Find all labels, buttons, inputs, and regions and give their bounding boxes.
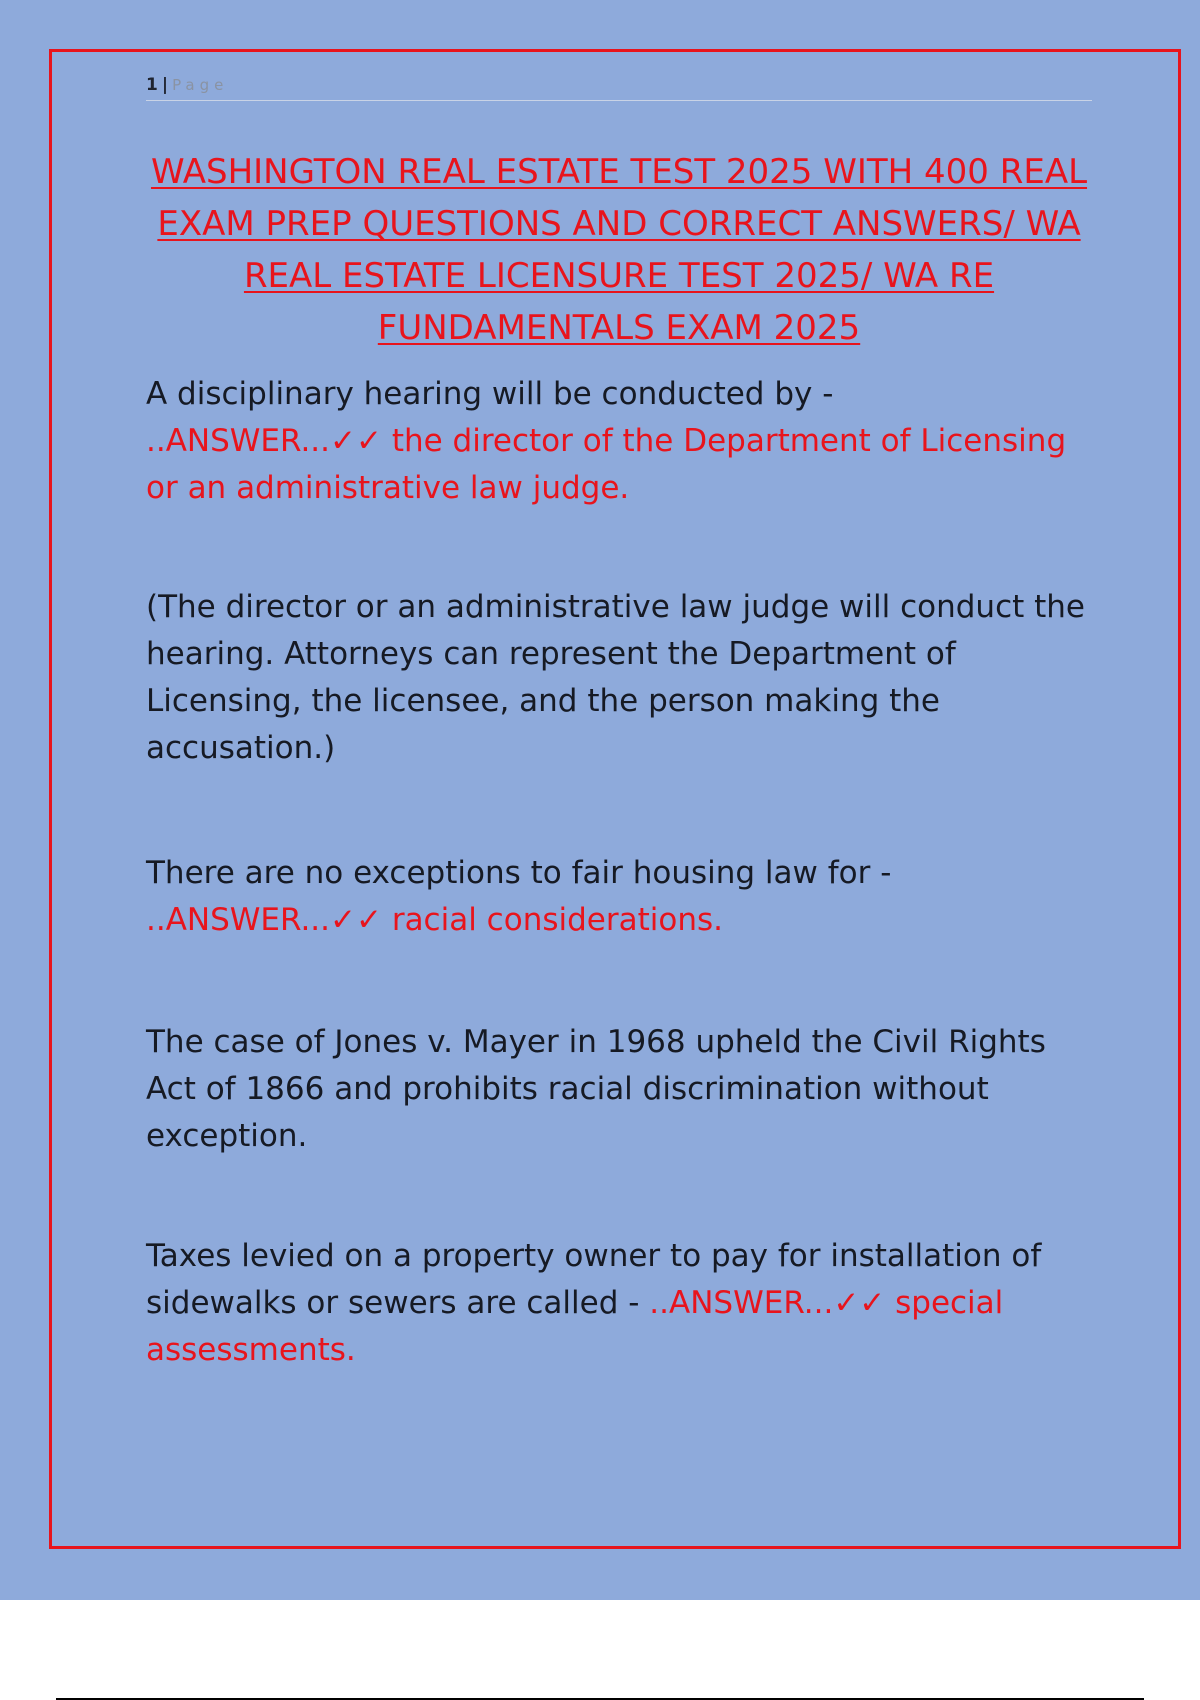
page-label: Page [172,76,229,94]
answer-text: ..ANSWER...✓✓ racial considerations. [146,902,723,938]
document-body [146,371,1092,1374]
question-1 [146,371,1092,512]
question-text: There are no exceptions to fair housing law for - [146,855,892,891]
question-text: A disciplinary hearing will be conducted by - [146,376,834,412]
document-title: WASHINGTON REAL ESTATE TEST 2025 WITH 400 REAL EXAM PREP QUESTIONS AND CORRECT ANSWERS/ WA REAL ESTATE LICENSURE TEST 2025/ WA RE FUNDAMENTALS EXAM 2025 [150,152,1088,348]
question-3 [146,1233,1092,1374]
page-number: 1 [146,75,158,95]
question-text: Taxes levied on a property owner to pay for installation of sidewalks or sewers are called - [146,1238,1042,1321]
answer-text: ..ANSWER...✓✓ the director of the Department of Licensing or an administrative law judge. [146,423,1067,506]
explanation-1: (The director or an administrative law judge will conduct the hearing. Attorneys can represent the Department of Licensing, the licensee, and the person making the accusation.) [146,589,1086,766]
answer-text: ..ANSWER...✓✓ special assessments. [146,1285,1004,1368]
explanation-2: The case of Jones v. Mayer in 1968 upheld the Civil Rights Act of 1866 and prohibits racial discrimination without exception. [146,1024,1046,1154]
question-2 [146,850,1092,944]
page-header [146,70,1092,101]
page-separator: | [161,75,169,95]
